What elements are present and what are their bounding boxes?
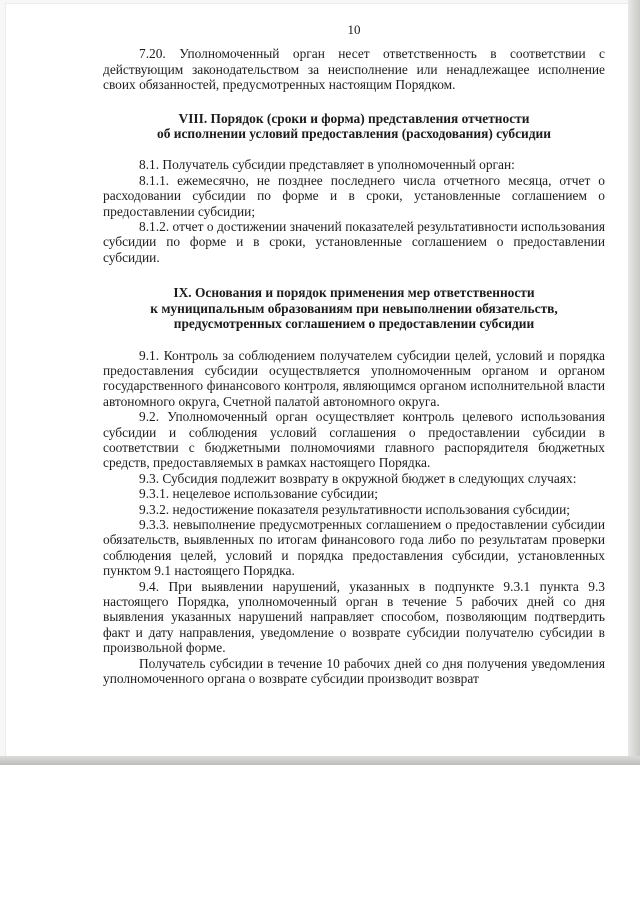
paragraph-7-20: 7.20. Уполномоченный орган несет ответственность в соответствии с действующим законодательством за неисполнение или ненадлежащее исполнение своих обязанностей, предусмотренных настоящим Порядком.: [103, 46, 605, 93]
paragraph-8-1-2: 8.1.2. отчет о достижении значений показателей результативности использования субсидии по форме и в сроки, установленные соглашением о предоставлении субсидии.: [103, 219, 605, 265]
paragraph-9-3: 9.3. Субсидия подлежит возврату в окружной бюджет в следующих случаях:: [139, 470, 577, 486]
paragraph-8-1: 8.1. Получатель субсидии представляет в уполномоченный орган:: [139, 157, 515, 173]
paragraph-9-3-3: 9.3.3. невыполнение предусмотренных соглашением о предоставлении субсидии обязательств, выявленных по итогам финансового года либо по результатам проверки соблюдения целей, условий и порядка предоставления субсидии, установленных пунктом 9.1 настоящего Порядка.: [103, 516, 605, 579]
paragraph-9-4: 9.4. При выявлении нарушений, указанных в подпункте 9.3.1 пункта 9.3 настоящего Порядка, уполномоченный орган в течение 5 рабочих дней со дня выявления указанных нарушений направляет способом, позволяющим подтвердить факт и дату направления, уведомление о возврате субсидии получателю субсидии в произвольной форме.: [103, 578, 605, 656]
paragraph-9-2: 9.2. Уполномоченный орган осуществляет контроль целевого использования субсидии и соблюдения условий соглашения о предоставлении субсидии в соответствии с бюджетными полномочиями главного распорядителя бюджетных средств, предоставляемых в рамках настоящего Порядка.: [103, 409, 605, 471]
section-9-title-line3: предусмотренных соглашением о предоставлении субсидии: [173, 316, 535, 332]
section-9: [103, 285, 605, 686]
section-8-title-line1: VIII. Порядок (сроки и форма) представления отчетности: [178, 110, 530, 126]
paragraph-9-4-continued: Получатель субсидии в течение 10 рабочих дней со дня получения уведомления уполномоченного органа о возврате субсидии производит возврат: [103, 655, 605, 687]
section-9-title-line2: к муниципальным образованиям при невыполнении обязательств,: [150, 300, 558, 316]
section-9-title-line1: IX. Основания и порядок применения мер ответственности: [173, 285, 535, 301]
section-8-title-line2: об исполнении условий предоставления (расходования) субсидии: [157, 126, 551, 142]
paragraph-9-3-2: 9.3.2. недостижение показателя результативности использования субсидии;: [139, 501, 570, 517]
section-8: [103, 111, 605, 266]
scan-bottom-shadow: [0, 756, 640, 765]
page-number: 10: [347, 22, 361, 37]
paragraph-9-1: 9.1. Контроль за соблюдением получателем субсидии целей, условий и порядка предоставления субсидии осуществляется уполномоченным органом и органом государственного финансового контроля, являющимся органом исполнительной власти автономного округа, Счетной палатой автономного округа.: [103, 347, 605, 409]
scan-edge-shadow: [628, 0, 640, 765]
paragraph-8-1-1: 8.1.1. ежемесячно, не позднее последнего числа отчетного месяца, отчет о расходовании субсидии по форме и в сроки, установленные соглашением о предоставлении субсидии;: [103, 172, 605, 219]
document-content: [103, 22, 605, 686]
paragraph-9-3-1: 9.3.1. нецелевое использование субсидии;: [139, 486, 378, 502]
